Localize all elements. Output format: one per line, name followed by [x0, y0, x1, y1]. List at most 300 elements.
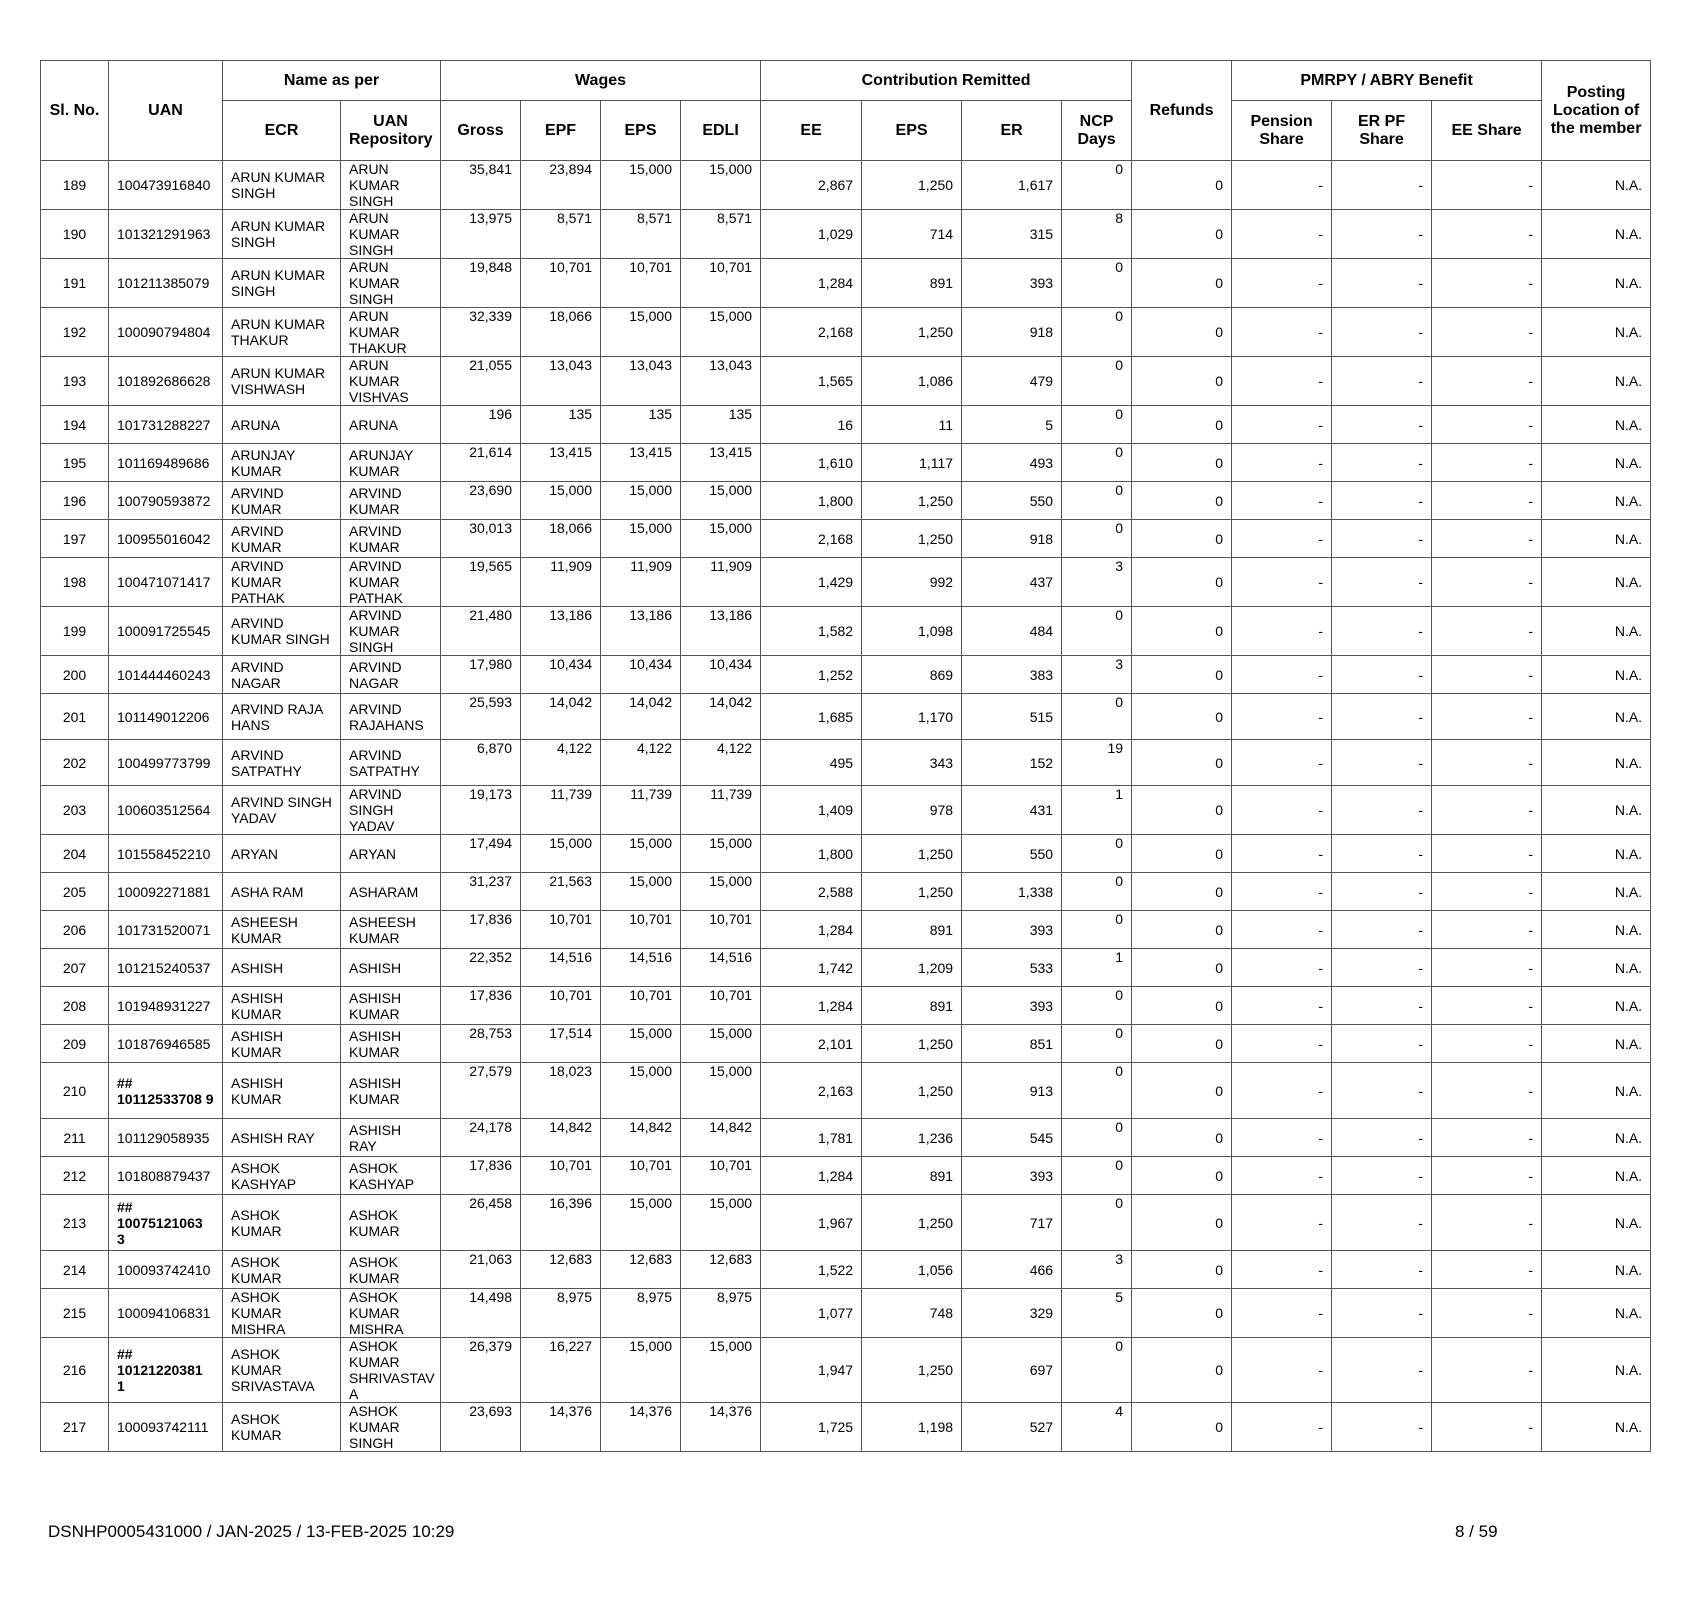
cell-pension-share: - — [1232, 1403, 1332, 1452]
cell-uan: ## 10075121063 3 — [109, 1195, 223, 1251]
cell-epf-wages: 10,701 — [521, 911, 601, 949]
cell-name-uan-repository: ARVIND KUMAR PATHAK — [341, 558, 441, 607]
cell-eps-contribution: 1,086 — [862, 357, 962, 406]
cell-eps-wages: 4,122 — [601, 740, 681, 786]
cell-posting-location: N.A. — [1542, 406, 1651, 444]
cell-pension-share: - — [1232, 987, 1332, 1025]
cell-refunds: 0 — [1132, 520, 1232, 558]
cell-eps-wages: 15,000 — [601, 1063, 681, 1119]
cell-edli-wages: 15,000 — [681, 520, 761, 558]
cell-ncp-days: 0 — [1062, 1119, 1132, 1157]
cell-eps-contribution: 869 — [862, 656, 962, 694]
cell-epf-wages: 18,066 — [521, 520, 601, 558]
cell-er-pf-share: - — [1332, 1063, 1432, 1119]
cell-uan: 101876946585 — [109, 1025, 223, 1063]
cell-edli-wages: 15,000 — [681, 835, 761, 873]
cell-name-ecr: ARVIND RAJA HANS — [223, 694, 341, 740]
cell-edli-wages: 15,000 — [681, 482, 761, 520]
cell-eps-wages: 135 — [601, 406, 681, 444]
cell-name-ecr: ARUN KUMAR THAKUR — [223, 308, 341, 357]
cell-edli-wages: 10,701 — [681, 259, 761, 308]
cell-name-ecr: ASHOK KASHYAP — [223, 1157, 341, 1195]
cell-ee-contribution: 1,522 — [761, 1251, 862, 1289]
cell-posting-location: N.A. — [1542, 444, 1651, 482]
cell-eps-wages: 12,683 — [601, 1251, 681, 1289]
cell-name-ecr: ASHISH KUMAR — [223, 1063, 341, 1119]
cell-gross-wages: 17,836 — [441, 987, 521, 1025]
cell-epf-wages: 23,894 — [521, 161, 601, 210]
cell-refunds: 0 — [1132, 482, 1232, 520]
cell-posting-location: N.A. — [1542, 1289, 1651, 1338]
cell-pension-share: - — [1232, 357, 1332, 406]
header-contribution-eps: EPS — [862, 101, 962, 161]
cell-eps-contribution: 1,250 — [862, 835, 962, 873]
cell-gross-wages: 17,494 — [441, 835, 521, 873]
cell-er-contribution: 697 — [962, 1338, 1062, 1403]
cell-edli-wages: 15,000 — [681, 1338, 761, 1403]
cell-posting-location: N.A. — [1542, 694, 1651, 740]
cell-er-contribution: 393 — [962, 911, 1062, 949]
cell-epf-wages: 10,434 — [521, 656, 601, 694]
cell-eps-wages: 13,043 — [601, 357, 681, 406]
cell-name-ecr: ASHISH RAY — [223, 1119, 341, 1157]
cell-sl-no: 211 — [41, 1119, 109, 1157]
cell-posting-location: N.A. — [1542, 558, 1651, 607]
table-row — [41, 259, 1651, 308]
cell-eps-wages: 14,516 — [601, 949, 681, 987]
cell-ncp-days: 8 — [1062, 210, 1132, 259]
cell-er-contribution: 533 — [962, 949, 1062, 987]
cell-ee-share: - — [1432, 1063, 1542, 1119]
header-er: ER — [962, 101, 1062, 161]
cell-eps-wages: 14,042 — [601, 694, 681, 740]
cell-name-uan-repository: ARUN KUMAR SINGH — [341, 210, 441, 259]
cell-name-uan-repository: ARVIND SATPATHY — [341, 740, 441, 786]
cell-name-uan-repository: ARUN KUMAR SINGH — [341, 161, 441, 210]
cell-ee-share: - — [1432, 740, 1542, 786]
cell-gross-wages: 25,593 — [441, 694, 521, 740]
cell-er-contribution: 152 — [962, 740, 1062, 786]
cell-eps-wages: 13,415 — [601, 444, 681, 482]
header-er-pf-share: ER PF Share — [1332, 101, 1432, 161]
cell-sl-no: 216 — [41, 1338, 109, 1403]
cell-eps-wages: 13,186 — [601, 607, 681, 656]
cell-ncp-days: 0 — [1062, 911, 1132, 949]
cell-ncp-days: 0 — [1062, 161, 1132, 210]
table-row — [41, 357, 1651, 406]
header-uan: UAN — [109, 61, 223, 161]
cell-ee-share: - — [1432, 873, 1542, 911]
cell-ee-contribution: 1,800 — [761, 482, 862, 520]
cell-ncp-days: 19 — [1062, 740, 1132, 786]
cell-er-pf-share: - — [1332, 357, 1432, 406]
cell-epf-wages: 13,415 — [521, 444, 601, 482]
cell-gross-wages: 19,848 — [441, 259, 521, 308]
cell-ncp-days: 0 — [1062, 1157, 1132, 1195]
table-row — [41, 161, 1651, 210]
cell-eps-contribution: 11 — [862, 406, 962, 444]
cell-gross-wages: 21,480 — [441, 607, 521, 656]
header-epf: EPF — [521, 101, 601, 161]
cell-epf-wages: 10,701 — [521, 1157, 601, 1195]
cell-eps-wages: 14,842 — [601, 1119, 681, 1157]
cell-eps-contribution: 1,209 — [862, 949, 962, 987]
cell-er-pf-share: - — [1332, 1119, 1432, 1157]
table-row — [41, 1338, 1651, 1403]
cell-ncp-days: 1 — [1062, 786, 1132, 835]
cell-refunds: 0 — [1132, 308, 1232, 357]
cell-name-uan-repository: ARVIND RAJAHANS — [341, 694, 441, 740]
cell-name-uan-repository: ASHISH KUMAR — [341, 987, 441, 1025]
cell-uan: 101321291963 — [109, 210, 223, 259]
cell-gross-wages: 19,173 — [441, 786, 521, 835]
table-row — [41, 694, 1651, 740]
cell-ee-contribution: 1,284 — [761, 987, 862, 1025]
cell-edli-wages: 13,186 — [681, 607, 761, 656]
cell-name-ecr: ARYAN — [223, 835, 341, 873]
cell-er-pf-share: - — [1332, 1251, 1432, 1289]
cell-eps-wages: 11,739 — [601, 786, 681, 835]
cell-gross-wages: 21,055 — [441, 357, 521, 406]
cell-ee-contribution: 1,725 — [761, 1403, 862, 1452]
cell-uan: 100092271881 — [109, 873, 223, 911]
cell-ee-share: - — [1432, 987, 1542, 1025]
header-ncp-days: NCP Days — [1062, 101, 1132, 161]
cell-name-ecr: ASHEESH KUMAR — [223, 911, 341, 949]
cell-er-pf-share: - — [1332, 161, 1432, 210]
cell-ee-share: - — [1432, 558, 1542, 607]
cell-name-uan-repository: ASHEESH KUMAR — [341, 911, 441, 949]
cell-name-uan-repository: ARUN KUMAR THAKUR — [341, 308, 441, 357]
cell-edli-wages: 13,043 — [681, 357, 761, 406]
cell-ee-contribution: 495 — [761, 740, 862, 786]
table-row — [41, 873, 1651, 911]
cell-eps-wages: 15,000 — [601, 835, 681, 873]
cell-sl-no: 203 — [41, 786, 109, 835]
table-row — [41, 656, 1651, 694]
cell-posting-location: N.A. — [1542, 482, 1651, 520]
cell-uan: 100603512564 — [109, 786, 223, 835]
cell-epf-wages: 10,701 — [521, 987, 601, 1025]
cell-pension-share: - — [1232, 911, 1332, 949]
cell-name-ecr: ARVIND NAGAR — [223, 656, 341, 694]
cell-eps-contribution: 1,198 — [862, 1403, 962, 1452]
header-wages: Wages — [441, 61, 761, 101]
cell-eps-contribution: 1,117 — [862, 444, 962, 482]
cell-gross-wages: 17,836 — [441, 911, 521, 949]
cell-uan: 100955016042 — [109, 520, 223, 558]
cell-pension-share: - — [1232, 656, 1332, 694]
cell-refunds: 0 — [1132, 406, 1232, 444]
cell-refunds: 0 — [1132, 786, 1232, 835]
cell-ee-share: - — [1432, 949, 1542, 987]
cell-er-contribution: 717 — [962, 1195, 1062, 1251]
cell-sl-no: 193 — [41, 357, 109, 406]
cell-ee-share: - — [1432, 210, 1542, 259]
cell-posting-location: N.A. — [1542, 357, 1651, 406]
cell-refunds: 0 — [1132, 444, 1232, 482]
table-row — [41, 1403, 1651, 1452]
cell-eps-wages: 15,000 — [601, 1025, 681, 1063]
cell-pension-share: - — [1232, 210, 1332, 259]
cell-ee-share: - — [1432, 1289, 1542, 1338]
cell-er-contribution: 315 — [962, 210, 1062, 259]
cell-gross-wages: 14,498 — [441, 1289, 521, 1338]
cell-epf-wages: 11,909 — [521, 558, 601, 607]
cell-name-uan-repository: ARUNA — [341, 406, 441, 444]
cell-posting-location: N.A. — [1542, 210, 1651, 259]
cell-eps-contribution: 1,250 — [862, 1195, 962, 1251]
cell-ee-share: - — [1432, 357, 1542, 406]
cell-uan: 100093742111 — [109, 1403, 223, 1452]
header-edli: EDLI — [681, 101, 761, 161]
table-row — [41, 1025, 1651, 1063]
cell-posting-location: N.A. — [1542, 161, 1651, 210]
cell-ee-share: - — [1432, 1195, 1542, 1251]
cell-er-contribution: 5 — [962, 406, 1062, 444]
cell-gross-wages: 35,841 — [441, 161, 521, 210]
cell-er-pf-share: - — [1332, 1338, 1432, 1403]
cell-edli-wages: 8,975 — [681, 1289, 761, 1338]
cell-eps-wages: 15,000 — [601, 161, 681, 210]
cell-er-contribution: 918 — [962, 308, 1062, 357]
cell-ncp-days: 5 — [1062, 1289, 1132, 1338]
table-row — [41, 1251, 1651, 1289]
cell-refunds: 0 — [1132, 259, 1232, 308]
cell-name-uan-repository: ASHOK KUMAR — [341, 1195, 441, 1251]
cell-posting-location: N.A. — [1542, 259, 1651, 308]
cell-ncp-days: 0 — [1062, 835, 1132, 873]
cell-pension-share: - — [1232, 1338, 1332, 1403]
cell-name-ecr: ASHOK KUMAR — [223, 1195, 341, 1251]
cell-pension-share: - — [1232, 308, 1332, 357]
cell-pension-share: - — [1232, 1025, 1332, 1063]
cell-refunds: 0 — [1132, 949, 1232, 987]
cell-ee-contribution: 1,409 — [761, 786, 862, 835]
cell-ee-contribution: 16 — [761, 406, 862, 444]
cell-posting-location: N.A. — [1542, 1403, 1651, 1452]
cell-sl-no: 194 — [41, 406, 109, 444]
header-pension-share: Pension Share — [1232, 101, 1332, 161]
cell-pension-share: - — [1232, 406, 1332, 444]
cell-edli-wages: 11,909 — [681, 558, 761, 607]
cell-sl-no: 212 — [41, 1157, 109, 1195]
cell-eps-contribution: 992 — [862, 558, 962, 607]
cell-er-pf-share: - — [1332, 259, 1432, 308]
cell-epf-wages: 4,122 — [521, 740, 601, 786]
cell-pension-share: - — [1232, 873, 1332, 911]
cell-epf-wages: 14,042 — [521, 694, 601, 740]
cell-refunds: 0 — [1132, 210, 1232, 259]
cell-epf-wages: 12,683 — [521, 1251, 601, 1289]
cell-name-ecr: ARVIND KUMAR SINGH — [223, 607, 341, 656]
cell-gross-wages: 6,870 — [441, 740, 521, 786]
table-row — [41, 1063, 1651, 1119]
cell-pension-share: - — [1232, 444, 1332, 482]
cell-gross-wages: 22,352 — [441, 949, 521, 987]
cell-er-contribution: 329 — [962, 1289, 1062, 1338]
cell-ncp-days: 0 — [1062, 987, 1132, 1025]
cell-refunds: 0 — [1132, 1403, 1232, 1452]
cell-epf-wages: 14,376 — [521, 1403, 601, 1452]
cell-ncp-days: 0 — [1062, 873, 1132, 911]
cell-eps-contribution: 891 — [862, 987, 962, 1025]
cell-posting-location: N.A. — [1542, 1025, 1651, 1063]
cell-er-contribution: 550 — [962, 835, 1062, 873]
cell-sl-no: 217 — [41, 1403, 109, 1452]
table-row — [41, 210, 1651, 259]
header-ee-share: EE Share — [1432, 101, 1542, 161]
cell-ee-share: - — [1432, 607, 1542, 656]
cell-ncp-days: 3 — [1062, 1251, 1132, 1289]
cell-eps-contribution: 978 — [862, 786, 962, 835]
cell-gross-wages: 17,980 — [441, 656, 521, 694]
cell-posting-location: N.A. — [1542, 656, 1651, 694]
header-pmrpy-abry: PMRPY / ABRY Benefit — [1232, 61, 1542, 101]
cell-sl-no: 192 — [41, 308, 109, 357]
cell-eps-contribution: 891 — [862, 259, 962, 308]
cell-uan: 101129058935 — [109, 1119, 223, 1157]
cell-ee-contribution: 1,029 — [761, 210, 862, 259]
cell-edli-wages: 4,122 — [681, 740, 761, 786]
cell-eps-contribution: 1,098 — [862, 607, 962, 656]
cell-ncp-days: 0 — [1062, 1195, 1132, 1251]
cell-edli-wages: 15,000 — [681, 1063, 761, 1119]
cell-edli-wages: 14,376 — [681, 1403, 761, 1452]
cell-edli-wages: 14,042 — [681, 694, 761, 740]
header-gross: Gross — [441, 101, 521, 161]
cell-ee-contribution: 2,168 — [761, 308, 862, 357]
cell-epf-wages: 14,516 — [521, 949, 601, 987]
cell-eps-wages: 8,975 — [601, 1289, 681, 1338]
cell-er-contribution: 545 — [962, 1119, 1062, 1157]
cell-epf-wages: 21,563 — [521, 873, 601, 911]
cell-name-ecr: ARUN KUMAR VISHWASH — [223, 357, 341, 406]
cell-eps-wages: 15,000 — [601, 520, 681, 558]
cell-name-uan-repository: ARUN KUMAR VISHVAS — [341, 357, 441, 406]
cell-gross-wages: 28,753 — [441, 1025, 521, 1063]
cell-uan: ## 10112533708 9 — [109, 1063, 223, 1119]
cell-pension-share: - — [1232, 740, 1332, 786]
cell-posting-location: N.A. — [1542, 873, 1651, 911]
cell-epf-wages: 8,571 — [521, 210, 601, 259]
cell-refunds: 0 — [1132, 558, 1232, 607]
table-row — [41, 911, 1651, 949]
cell-epf-wages: 14,842 — [521, 1119, 601, 1157]
cell-ee-contribution: 1,284 — [761, 1157, 862, 1195]
cell-er-pf-share: - — [1332, 1403, 1432, 1452]
cell-ncp-days: 0 — [1062, 308, 1132, 357]
cell-name-ecr: ARVIND KUMAR PATHAK — [223, 558, 341, 607]
cell-epf-wages: 18,066 — [521, 308, 601, 357]
table-row — [41, 1289, 1651, 1338]
cell-ee-share: - — [1432, 835, 1542, 873]
cell-er-contribution: 918 — [962, 520, 1062, 558]
cell-ncp-days: 0 — [1062, 1025, 1132, 1063]
cell-er-pf-share: - — [1332, 1157, 1432, 1195]
cell-ee-contribution: 1,252 — [761, 656, 862, 694]
cell-edli-wages: 15,000 — [681, 308, 761, 357]
cell-uan: 100471071417 — [109, 558, 223, 607]
cell-ncp-days: 0 — [1062, 444, 1132, 482]
cell-ee-contribution: 1,800 — [761, 835, 862, 873]
cell-sl-no: 215 — [41, 1289, 109, 1338]
cell-er-contribution: 1,338 — [962, 873, 1062, 911]
cell-uan: 100093742410 — [109, 1251, 223, 1289]
cell-ee-contribution: 1,947 — [761, 1338, 862, 1403]
cell-epf-wages: 17,514 — [521, 1025, 601, 1063]
cell-refunds: 0 — [1132, 607, 1232, 656]
cell-er-pf-share: - — [1332, 656, 1432, 694]
cell-sl-no: 214 — [41, 1251, 109, 1289]
cell-name-ecr: ASHA RAM — [223, 873, 341, 911]
cell-uan: 101731288227 — [109, 406, 223, 444]
document-reference: DSNHP0005431000 / JAN-2025 / 13-FEB-2025 10:29 — [48, 1522, 455, 1541]
cell-ee-share: - — [1432, 308, 1542, 357]
cell-posting-location: N.A. — [1542, 1338, 1651, 1403]
cell-name-ecr: ASHOK KUMAR — [223, 1403, 341, 1452]
cell-edli-wages: 10,701 — [681, 1157, 761, 1195]
cell-sl-no: 199 — [41, 607, 109, 656]
cell-er-pf-share: - — [1332, 1195, 1432, 1251]
cell-er-contribution: 493 — [962, 444, 1062, 482]
cell-er-pf-share: - — [1332, 835, 1432, 873]
cell-gross-wages: 32,339 — [441, 308, 521, 357]
cell-pension-share: - — [1232, 1251, 1332, 1289]
cell-pension-share: - — [1232, 558, 1332, 607]
cell-eps-contribution: 1,250 — [862, 1338, 962, 1403]
cell-name-ecr: ARUN KUMAR SINGH — [223, 210, 341, 259]
table-row — [41, 558, 1651, 607]
table-row — [41, 949, 1651, 987]
cell-refunds: 0 — [1132, 1289, 1232, 1338]
table-header — [41, 61, 1651, 161]
cell-sl-no: 210 — [41, 1063, 109, 1119]
cell-ncp-days: 0 — [1062, 1338, 1132, 1403]
cell-name-uan-repository: ASHISH KUMAR — [341, 1063, 441, 1119]
cell-uan: 101149012206 — [109, 694, 223, 740]
cell-name-uan-repository: ASHOK KUMAR SHRIVASTAV A — [341, 1338, 441, 1403]
table-row — [41, 444, 1651, 482]
cell-er-pf-share: - — [1332, 210, 1432, 259]
table-row — [41, 482, 1651, 520]
cell-epf-wages: 16,227 — [521, 1338, 601, 1403]
cell-posting-location: N.A. — [1542, 607, 1651, 656]
cell-name-uan-repository: ASHOK KASHYAP — [341, 1157, 441, 1195]
cell-refunds: 0 — [1132, 1025, 1232, 1063]
cell-eps-wages: 10,701 — [601, 911, 681, 949]
cell-epf-wages: 16,396 — [521, 1195, 601, 1251]
cell-ee-contribution: 1,742 — [761, 949, 862, 987]
cell-eps-contribution: 1,250 — [862, 873, 962, 911]
table-row — [41, 1119, 1651, 1157]
cell-ncp-days: 4 — [1062, 1403, 1132, 1452]
cell-sl-no: 197 — [41, 520, 109, 558]
cell-name-ecr: ARVIND SINGH YADAV — [223, 786, 341, 835]
cell-ee-share: - — [1432, 444, 1542, 482]
header-refunds: Refunds — [1132, 61, 1232, 161]
cell-ee-share: - — [1432, 656, 1542, 694]
cell-name-uan-repository: ASHARAM — [341, 873, 441, 911]
cell-name-ecr: ASHISH KUMAR — [223, 1025, 341, 1063]
cell-eps-contribution: 1,250 — [862, 1025, 962, 1063]
cell-er-contribution: 393 — [962, 987, 1062, 1025]
cell-uan: 100091725545 — [109, 607, 223, 656]
cell-gross-wages: 13,975 — [441, 210, 521, 259]
cell-pension-share: - — [1232, 161, 1332, 210]
cell-eps-contribution: 1,250 — [862, 520, 962, 558]
cell-edli-wages: 13,415 — [681, 444, 761, 482]
